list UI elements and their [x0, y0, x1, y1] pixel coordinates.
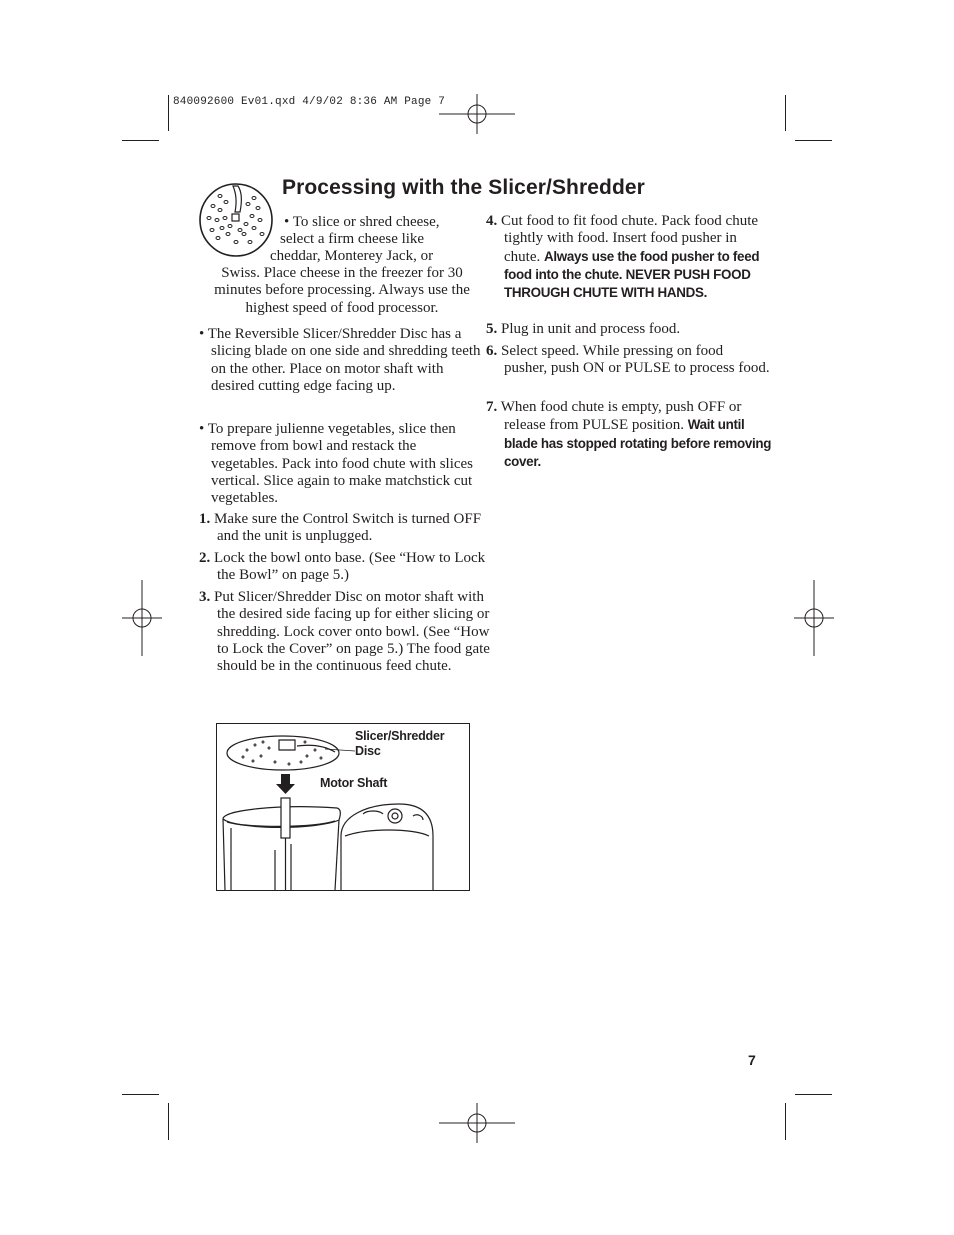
- crop-mark-icon: [785, 95, 786, 131]
- registration-mark-icon: [439, 94, 515, 134]
- crop-mark-icon: [785, 1103, 786, 1140]
- label-motor-shaft: Motor Shaft: [320, 776, 388, 790]
- step-number: 3.: [199, 589, 211, 605]
- step-warning: Wait until blade has stopped rotating before removing cover.: [504, 417, 772, 469]
- registration-mark-icon: [122, 580, 162, 656]
- tip-line-1: • To slice or shred cheese,: [284, 214, 440, 230]
- step-number: 4.: [486, 213, 498, 229]
- step-warning: Always use the food pusher to feed food into the chute. NEVER PUSH FOOD THROUGH CHUTE WITH HANDS.: [504, 248, 760, 301]
- step-text: Make sure the Control Switch is turned OFF and the unit is unplugged.: [214, 511, 482, 545]
- down-arrow-icon: [276, 774, 295, 794]
- tip-line-2: select a firm cheese like: [280, 231, 425, 247]
- crop-mark-icon: [168, 1103, 169, 1140]
- registration-mark-icon: [794, 580, 834, 656]
- step-text: Plug in unit and process food.: [501, 321, 681, 337]
- shredder-disc-icon: [198, 182, 274, 258]
- tip-rest: Swiss. Place cheese in the freezer for 30 minutes before processing. Always use the highest speed of food processor.: [214, 265, 470, 316]
- step-2: [199, 550, 491, 585]
- step-text: Cut food to fit food chute. Pack food chute tightly with food. Insert food pusher in chute.: [501, 213, 759, 265]
- step-number: 5.: [486, 321, 498, 337]
- slug-line: 840092600 Ev01.qxd 4/9/02 8:36 AM Page 7: [173, 96, 446, 108]
- registration-mark-icon: [439, 1103, 515, 1143]
- step-text: When food chute is empty, push OFF or release from PULSE position.: [500, 399, 742, 434]
- step-text: Lock the bowl onto base. (See “How to Lock the Bowl” on page 5.): [214, 550, 486, 584]
- step-6: [486, 343, 770, 378]
- step-number: 2.: [199, 550, 211, 566]
- step-number: 7.: [486, 399, 498, 415]
- crop-mark-icon: [795, 1094, 832, 1095]
- step-1: [199, 511, 491, 546]
- step-7: [486, 399, 772, 471]
- crop-mark-icon: [168, 95, 169, 131]
- crop-mark-icon: [795, 140, 832, 141]
- step-number: 1.: [199, 511, 211, 527]
- page-title: Processing with the Slicer/Shredder: [282, 176, 645, 199]
- step-text: Put Slicer/Shredder Disc on motor shaft with the desired side facing up for either slicing or shredding. Lock cover onto bowl. (See “How to Lock the Cover” on page 5.) The food gate should be in the continuous feed chute.: [214, 589, 490, 675]
- step-text: Select speed. While pressing on food pusher, push ON or PULSE to process food.: [501, 343, 770, 377]
- step-number: 6.: [486, 343, 498, 359]
- page-number: 7: [748, 1052, 756, 1068]
- bullet-julienne: • To prepare julienne vegetables, slice then remove from bowl and restack the vegetables. Pack into food chute with slices vertical. Slice again to make matchstick cut vegetables.: [199, 421, 474, 507]
- bullet-disc: • The Reversible Slicer/Shredder Disc has a slicing blade on one side and shredding teeth on the other. Place on motor shaft with desired cutting edge facing up.: [199, 326, 481, 394]
- label-slicer-disc: Slicer/Shredder Disc: [355, 729, 445, 758]
- crop-mark-icon: [122, 140, 159, 141]
- step-4: [486, 213, 770, 302]
- tip-line-3: cheddar, Monterey Jack, or: [270, 248, 434, 264]
- crop-mark-icon: [122, 1094, 159, 1095]
- step-3: [199, 589, 491, 675]
- assembly-figure: [216, 723, 470, 891]
- step-5: [486, 321, 770, 338]
